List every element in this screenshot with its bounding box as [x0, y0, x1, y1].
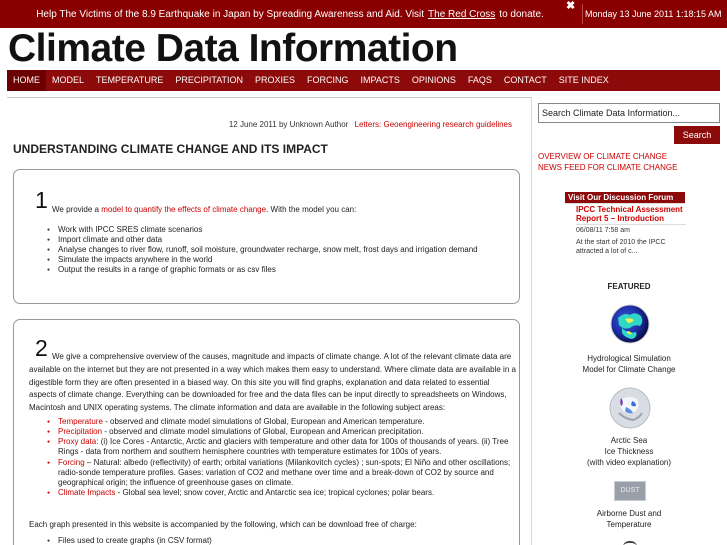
arctic-globe-icon	[609, 387, 651, 429]
overview-box	[13, 319, 520, 545]
subject-description: - observed and climate model simulations of Global, European and American precipitation.	[102, 427, 424, 437]
section-number: 2	[35, 335, 48, 361]
subject-link[interactable]: Temperature	[58, 417, 103, 426]
dust-image[interactable]: DUST	[614, 481, 646, 501]
nav-item-faqs[interactable]: FAQS	[467, 75, 492, 85]
overview-paragraph	[29, 351, 516, 415]
top-banner	[0, 0, 727, 28]
model-box	[13, 169, 520, 304]
forum-divider	[565, 203, 685, 204]
search-button[interactable]: Search	[674, 126, 720, 144]
subject-link[interactable]: Precipitation	[58, 427, 103, 437]
banner-divider	[582, 4, 583, 24]
banner-text: Help The Victims of the 8.9 Earthquake in Japan by Spreading Awareness and Aid. Visit	[36, 8, 425, 20]
intro-text-end: . With the model you can:	[266, 205, 357, 214]
download-list	[46, 536, 516, 545]
subject-item	[46, 417, 516, 427]
banner-text-end: to donate.	[499, 8, 544, 20]
subject-item	[46, 488, 516, 498]
subject-description: : (i) Ice Cores - Antarctic, Arctic and glaciers with temperature and other data for 100s of thousands of years. (ii) Tree Rings - data from northern and southern hemisphere countries with temperature estimates for 100s of years.	[58, 437, 509, 457]
featured-caption[interactable]	[538, 353, 720, 375]
forum-post-date: 06/08/11 7:58 am	[576, 227, 630, 234]
model-link[interactable]: model to quantify the effects of climate change	[101, 205, 267, 214]
subject-item	[46, 437, 516, 457]
caption-line: (with video explanation)	[586, 458, 672, 467]
overview-link[interactable]: OVERVIEW OF CLIMATE CHANGE	[538, 152, 668, 161]
arctic-sea-ice-image[interactable]	[609, 387, 651, 429]
subject-list	[46, 417, 516, 498]
byline-link[interactable]: Letters: Geoengineering research guidelines	[354, 120, 512, 129]
globe-icon	[610, 304, 650, 344]
overview-text: We give a comprehensive overview of the causes, magnitude and impacts of climate change. A lot of the relevant climate data are available on the internet but they are not presented in a way which makes them easy to understand. Where climate data are available in a digestible form they are often presented in a biased way. On this site you will find graphs, explanation and data related to essential aspects of climate change. Everything can be downloaded for free and the data files can be input directly to spreadsheets on Windows, Macintosh and UNIX operating systems. The climate information and data are available in the following subject areas:	[29, 352, 516, 413]
nav-item-precipitation[interactable]: PRECIPITATION	[175, 75, 244, 85]
nav-item-temperature[interactable]: TEMPERATURE	[96, 75, 164, 85]
subject-item	[46, 427, 516, 437]
caption-line: Model for Climate Change	[582, 365, 676, 374]
banner-time: 1:18:15 AM	[676, 9, 722, 19]
section-number: 1	[35, 187, 48, 213]
caption-line: Airborne Dust and	[596, 509, 662, 518]
search-input[interactable]	[538, 103, 720, 123]
list-item: ● Analyse changes to river flow, runoff, soil moisture, groundwater recharge, snow melt, frost days and irrigation demand	[46, 245, 516, 255]
nav-item-forcing[interactable]: FORCING	[307, 75, 349, 85]
subject-description: – Natural: albedo (reflectivity) of earth; orbital variations (Milankovitch cycles) ; sun-spots; El Niño and other oscillations; radio-sonde temperature profiles. Gases: variation of CO2 and methane over time and a break-down of CO2 by source and geographical origin; the influence of greenhouse gases on climate.	[58, 457, 511, 487]
subject-link[interactable]: Forcing	[58, 457, 85, 467]
forum-heading[interactable]: Visit Our Discussion Forum	[565, 192, 685, 203]
featured-caption[interactable]	[538, 435, 720, 468]
nav-item-impacts[interactable]: IMPACTS	[360, 75, 400, 85]
download-item: ● Files used to create graphs (in CSV format)	[46, 536, 516, 545]
banner-date: Monday 13 June 2011	[585, 9, 674, 19]
model-intro	[52, 204, 512, 217]
nav-item-opinions[interactable]: OPINIONS	[411, 75, 456, 85]
red-cross-link[interactable]: The Red Cross	[428, 8, 496, 20]
featured-heading: FEATURED	[607, 282, 651, 291]
caption-line: Ice Thickness	[604, 447, 654, 456]
model-feature-list	[46, 225, 516, 275]
subject-link[interactable]: Climate Impacts	[58, 487, 116, 497]
main-nav	[7, 70, 720, 91]
nav-item-site-index[interactable]: SITE INDEX	[558, 75, 609, 85]
forum-post-link[interactable]: IPCC Technical Assessment Report 5 – Introduction	[576, 205, 683, 223]
list-item: ● Output the results in a range of graphic formats or as csv files	[46, 265, 516, 275]
banner-message	[0, 0, 580, 28]
list-item: ● Simulate the impacts anywhere in the world	[46, 255, 516, 265]
list-item: ● Import climate and other data	[46, 235, 516, 245]
content-divider	[7, 97, 531, 98]
nav-item-contact[interactable]: CONTACT	[503, 75, 547, 85]
partial-image	[623, 541, 637, 545]
forum-post-excerpt: At the start of 2010 the IPCC attracted a lot of c...	[576, 239, 666, 255]
subject-item	[46, 458, 516, 488]
sidebar-divider	[531, 97, 532, 545]
list-item: ● Work with IPCC SRES climate scenarios	[46, 225, 516, 235]
site-title[interactable]: Climate Data Information	[8, 27, 458, 70]
caption-line: Hydrological Simulation	[587, 354, 671, 363]
close-icon[interactable]: ✖	[566, 0, 576, 12]
intro-text: We provide a	[52, 205, 99, 214]
news-feed-link[interactable]: NEWS FEED FOR CLIMATE CHANGE	[538, 163, 678, 172]
nav-item-proxies[interactable]: PROXIES	[255, 75, 296, 85]
caption-line: Arctic Sea	[610, 436, 648, 445]
byline	[160, 120, 512, 129]
byline-text: 12 June 2011 by Unknown Author	[228, 120, 349, 129]
subject-link[interactable]: Proxy data	[58, 437, 97, 447]
each-graph-text: Each graph presented in this website is accompanied by the following, which can be download free of charge:	[29, 520, 417, 529]
caption-line: Temperature	[606, 520, 652, 529]
nav-item-home[interactable]: HOME	[7, 70, 46, 91]
forum-divider	[576, 224, 686, 225]
globe-simulation-image[interactable]	[610, 304, 650, 344]
article-title: UNDERSTANDING CLIMATE CHANGE AND ITS IMPACT	[13, 142, 328, 156]
featured-caption[interactable]	[538, 508, 720, 530]
nav-item-model[interactable]: MODEL	[52, 75, 85, 85]
subject-description: - observed and climate model simulations of Global, European and American temperature.	[102, 417, 425, 426]
subject-description: - Global sea level; snow cover, Arctic and Antarctic sea ice; tropical cyclones; polar bears.	[115, 487, 435, 497]
